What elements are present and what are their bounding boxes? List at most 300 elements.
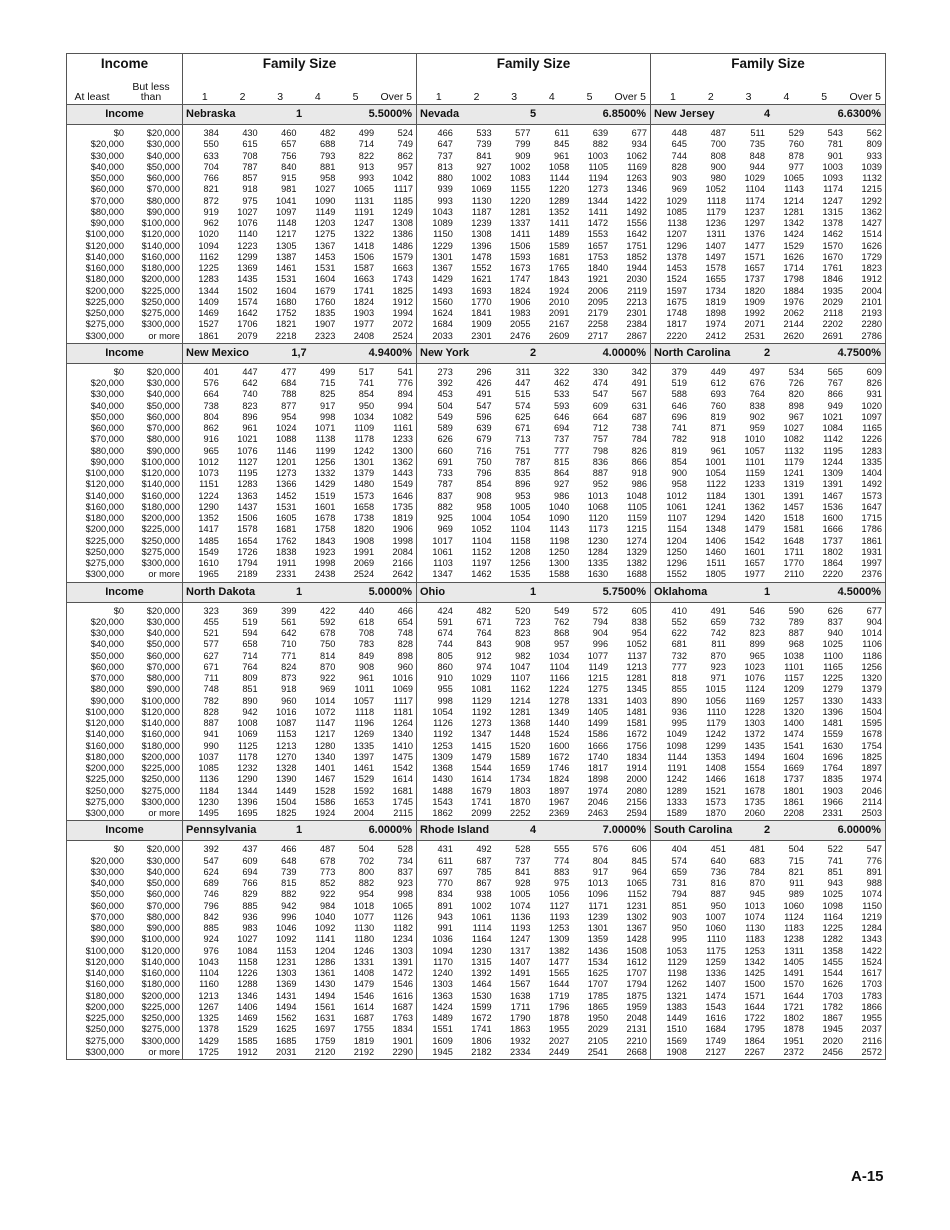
tax-value: 2620 (783, 330, 804, 341)
value-row (183, 889, 416, 900)
tax-value: 783 (358, 639, 375, 650)
income-less-than: $50,000 (146, 161, 180, 172)
value-row (417, 673, 650, 684)
tax-value: 918 (631, 468, 647, 478)
state-values (417, 125, 651, 344)
tax-value: 2531 (744, 330, 765, 341)
tax-value: 2369 (548, 808, 570, 818)
value-row (651, 367, 885, 378)
tax-value: 818 (671, 673, 687, 683)
tax-value: 1672 (548, 751, 570, 762)
tax-value: 843 (476, 639, 492, 650)
tax-value: 529 (788, 128, 804, 138)
tax-value: 1239 (587, 911, 609, 922)
value-row (417, 786, 650, 797)
tax-value: 866 (631, 456, 647, 467)
tax-value: 995 (671, 934, 687, 945)
tax-value: 1796 (548, 1001, 570, 1012)
tax-value: 2717 (587, 330, 609, 341)
value-row (417, 263, 650, 274)
income-less-than: $300,000 (141, 1035, 180, 1046)
tax-value: 1834 (626, 751, 647, 762)
tax-value: 1143 (549, 524, 570, 535)
tax-value: 1479 (471, 751, 492, 762)
income-less-than: $225,000 (141, 524, 180, 535)
tax-value: 750 (476, 456, 492, 467)
state-values (183, 841, 417, 1060)
tax-value: 1034 (548, 650, 570, 661)
income-at-least: $275,000 (85, 319, 124, 330)
tax-value: 1449 (276, 785, 297, 796)
tax-value: 927 (553, 479, 570, 490)
tax-value: 1494 (276, 1001, 297, 1012)
tax-value: 712 (592, 423, 609, 433)
income-less-than: or more (148, 808, 180, 818)
tax-value: 1738 (353, 513, 375, 523)
income-range-list (67, 125, 182, 343)
tax-value: 871 (710, 423, 726, 433)
tax-value: 1098 (822, 900, 843, 911)
tax-value: 1296 (666, 558, 687, 568)
income-range-row (67, 513, 182, 524)
tax-value: 1794 (237, 558, 258, 568)
income-range-row (67, 707, 182, 718)
value-row (417, 912, 650, 923)
tax-value: 1672 (471, 1013, 492, 1023)
income-at-least: $225,000 (85, 774, 124, 785)
tax-value: 1191 (667, 763, 687, 773)
tax-value: 776 (866, 855, 882, 866)
family-size-labels (417, 73, 650, 104)
tax-value: 1931 (861, 546, 882, 557)
tax-value: 1834 (392, 1024, 413, 1035)
value-row (183, 252, 416, 263)
table-number: 1 (295, 108, 303, 120)
state-value-list (183, 841, 416, 1059)
tax-value: 898 (397, 650, 413, 661)
tax-value: 1625 (276, 1024, 297, 1035)
tax-value: 379 (671, 366, 687, 377)
tax-value: 1124 (745, 684, 765, 695)
value-row (183, 479, 416, 490)
tax-value: 823 (749, 628, 765, 638)
tax-value: 950 (671, 923, 687, 933)
tax-value: 894 (397, 389, 413, 400)
income-at-least: $0 (113, 366, 124, 377)
tax-value: 1462 (471, 569, 492, 580)
income-at-least: $160,000 (85, 979, 124, 990)
tax-value: 954 (358, 889, 375, 900)
tax-value: 740 (242, 389, 258, 400)
tax-value: 883 (553, 866, 570, 877)
tax-value: 1336 (705, 968, 726, 978)
tax-value: 646 (671, 400, 687, 411)
tax-value: 766 (203, 173, 219, 183)
family-size-label: 2 (239, 91, 246, 103)
tax-value: 942 (242, 706, 258, 717)
tax-value: 950 (358, 400, 375, 411)
tax-value: 1335 (587, 558, 609, 568)
tax-value: 1072 (314, 706, 336, 717)
tax-value: 1422 (626, 195, 647, 206)
income-less-than: or more (148, 1046, 180, 1057)
tax-value: 1020 (198, 229, 219, 240)
tax-value: 1289 (666, 785, 687, 796)
income-less-than: $60,000 (146, 889, 180, 900)
income-less-than: $40,000 (146, 628, 180, 638)
tax-value: 1342 (744, 956, 765, 967)
tax-value: 1865 (587, 1001, 609, 1012)
tax-value: 1786 (861, 524, 882, 535)
tax-value: 1253 (548, 923, 570, 933)
tax-value: 708 (242, 150, 258, 161)
tax-value: 447 (515, 378, 531, 388)
value-row (651, 797, 885, 808)
tax-value: 925 (437, 513, 453, 523)
tax-value: 760 (710, 400, 726, 411)
income-at-least: $180,000 (85, 990, 124, 1001)
tax-value: 1174 (823, 184, 843, 195)
tax-value: 1589 (510, 751, 531, 762)
tax-value: 1655 (705, 274, 726, 285)
value-row (183, 423, 416, 434)
tax-value: 1158 (510, 535, 531, 546)
tax-value: 1817 (587, 763, 609, 773)
tax-value: 1825 (861, 751, 882, 762)
value-row (183, 297, 416, 308)
value-row (651, 308, 885, 319)
tax-value: 1039 (861, 161, 882, 172)
tax-value: 1479 (744, 524, 765, 535)
value-row (183, 662, 416, 673)
tax-value: 1369 (237, 263, 258, 273)
income-range-row (67, 662, 182, 673)
tax-value: 767 (827, 378, 843, 388)
tax-value: 1737 (822, 535, 843, 546)
value-row (183, 468, 416, 479)
tax-value: 826 (866, 378, 882, 388)
tax-value: 330 (592, 366, 609, 377)
tax-value: 664 (592, 411, 609, 422)
value-row (651, 263, 885, 274)
tax-rate: 6.0000% (837, 824, 881, 837)
tax-value: 1247 (353, 218, 375, 228)
income-less-than: $200,000 (141, 274, 180, 285)
tax-value: 1695 (237, 808, 258, 818)
state-header (417, 582, 651, 602)
value-row (417, 797, 650, 808)
tax-value: 1589 (548, 240, 570, 251)
tax-value: 492 (476, 844, 492, 855)
tax-value: 838 (749, 400, 765, 411)
income-range-row (67, 207, 182, 218)
tax-value: 882 (592, 139, 609, 150)
value-row (183, 367, 416, 378)
income-less-than: $250,000 (141, 1013, 180, 1023)
tax-value: 716 (476, 445, 492, 456)
tax-value: 900 (710, 161, 726, 172)
tax-value: 904 (592, 628, 609, 638)
tax-value: 762 (553, 616, 570, 627)
income-range-row (67, 274, 182, 285)
tax-value: 1945 (432, 1046, 453, 1057)
income-at-least: $140,000 (85, 729, 124, 740)
tax-value: 965 (749, 650, 765, 661)
tax-value: 1571 (744, 251, 765, 262)
tax-value: 1387 (276, 251, 297, 262)
value-row (183, 128, 416, 139)
tax-value: 771 (281, 650, 297, 661)
tax-value: 1069 (392, 684, 413, 695)
tax-value: 654 (397, 616, 413, 627)
tax-value: 2182 (471, 1046, 492, 1057)
tax-value: 1305 (276, 240, 297, 251)
income-subheader (67, 73, 182, 104)
tax-value: 1626 (822, 979, 843, 990)
tax-value: 1693 (471, 285, 492, 296)
income-at-least: $120,000 (85, 240, 124, 251)
income-at-least: $20,000 (90, 378, 124, 388)
value-row (183, 968, 416, 979)
tax-value: 1911 (276, 558, 297, 568)
tax-value: 1180 (354, 934, 375, 945)
tax-value: 528 (515, 844, 531, 855)
tax-value: 891 (866, 866, 882, 877)
value-row (651, 729, 885, 740)
tax-value: 1524 (861, 956, 882, 967)
income-range-row (67, 912, 182, 923)
income-at-least: $0 (113, 844, 124, 855)
tax-value: 605 (631, 605, 647, 616)
income-label: Income (67, 344, 182, 363)
income-range-row (67, 367, 182, 378)
tax-value: 1076 (237, 218, 258, 228)
tax-value: 776 (397, 378, 413, 388)
tax-value: 943 (827, 878, 843, 888)
income-at-least: $100,000 (85, 945, 124, 956)
value-row (651, 934, 885, 945)
tax-value: 927 (476, 161, 492, 172)
tax-value: 1097 (276, 206, 297, 217)
tax-value: 1290 (198, 501, 219, 512)
state-header-bar (651, 583, 885, 602)
value-row (417, 752, 650, 763)
tax-value: 1283 (237, 479, 258, 490)
tax-value: 2252 (510, 808, 531, 818)
tax-value: 657 (281, 139, 297, 150)
tax-value: 723 (515, 616, 531, 627)
tax-value: 1002 (471, 173, 492, 183)
value-row (417, 934, 650, 945)
tax-value: 1347 (471, 729, 492, 740)
tax-value: 1164 (823, 911, 843, 922)
tax-value: 1407 (510, 956, 531, 967)
tax-value: 1337 (510, 218, 531, 228)
tax-value: 798 (592, 445, 609, 456)
income-range-row (67, 389, 182, 400)
tax-value: 1382 (548, 945, 570, 956)
value-row (183, 718, 416, 729)
state-value-list (183, 364, 416, 582)
tax-value: 1118 (355, 706, 375, 717)
state-name: South Carolina (654, 824, 733, 837)
income-range-row (67, 1047, 182, 1058)
tax-value: 1921 (587, 274, 609, 285)
tax-value: 1228 (744, 706, 765, 717)
value-row (417, 901, 650, 912)
income-range-row (67, 139, 182, 150)
tax-value: 912 (476, 650, 492, 661)
tax-value: 1994 (392, 308, 413, 318)
tax-value: 1138 (667, 218, 687, 228)
tax-value: 1230 (198, 796, 219, 807)
tax-value: 837 (397, 866, 413, 877)
tax-value: 2037 (861, 1024, 882, 1035)
income-at-least: $30,000 (90, 150, 124, 161)
value-row (183, 569, 416, 580)
tax-value: 1751 (626, 240, 647, 251)
tax-value: 744 (671, 150, 687, 161)
tax-value: 1646 (392, 490, 413, 501)
tax-value: 2267 (744, 1046, 765, 1057)
tax-value: 1164 (471, 934, 492, 945)
tax-value: 1561 (314, 1001, 336, 1012)
tax-value: 689 (203, 878, 219, 888)
tax-value: 1361 (314, 968, 336, 978)
value-row (183, 786, 416, 797)
value-row (651, 502, 885, 513)
value-row (183, 1002, 416, 1013)
tax-value: 487 (319, 844, 336, 855)
tax-value: 934 (631, 139, 647, 150)
tax-value: 981 (281, 184, 297, 195)
value-row (417, 729, 650, 740)
tax-value: 519 (242, 616, 258, 627)
tax-value: 1309 (822, 468, 843, 478)
income-less-than: $120,000 (141, 706, 180, 717)
tax-value: 878 (788, 150, 804, 161)
income-range-row (67, 774, 182, 785)
tax-value: 1014 (861, 628, 882, 638)
tax-value: 734 (397, 855, 413, 866)
tax-rate: 6.8500% (602, 108, 646, 120)
tax-value: 460 (281, 128, 297, 138)
tax-value: 609 (592, 400, 609, 411)
tax-value: 1048 (626, 490, 647, 501)
income-range-row (67, 968, 182, 979)
tax-value: 1021 (822, 411, 843, 422)
tax-value: 1193 (510, 923, 531, 933)
value-row (417, 617, 650, 628)
tax-value: 1366 (276, 479, 297, 490)
tax-value: 1018 (353, 900, 375, 911)
value-row (651, 558, 885, 569)
tax-value: 819 (710, 411, 726, 422)
family-size-labels (651, 73, 885, 104)
income-at-least: $100,000 (85, 229, 124, 240)
tax-value: 1278 (548, 695, 570, 706)
tax-value: 896 (242, 411, 258, 422)
value-row (417, 718, 650, 729)
tax-value: 549 (437, 411, 453, 422)
tax-value: 1120 (588, 513, 609, 523)
income-at-least: $60,000 (90, 184, 124, 195)
tax-value: 1242 (666, 774, 687, 785)
state-value-list (417, 841, 650, 1059)
state-header-row (67, 821, 886, 841)
tax-value: 1195 (823, 445, 843, 456)
income-range-row (67, 286, 182, 297)
tax-value: 2099 (471, 808, 492, 818)
family-size-label: 5 (821, 91, 828, 103)
tax-value: 960 (281, 695, 297, 706)
tax-value: 915 (281, 173, 297, 183)
tax-value: 1741 (353, 285, 375, 296)
tax-value: 1802 (822, 546, 843, 557)
tax-value: 1560 (432, 296, 453, 307)
state-header (183, 105, 417, 125)
income-at-least: $40,000 (90, 400, 124, 411)
tax-value: 1424 (783, 229, 804, 240)
tax-value: 687 (476, 855, 492, 866)
tax-value: 1159 (745, 468, 765, 478)
tax-value: 1600 (548, 740, 570, 751)
tax-value: 1544 (822, 968, 843, 978)
tax-value: 1794 (626, 979, 647, 990)
tax-value: 1687 (353, 1013, 375, 1023)
income-range-row (67, 957, 182, 968)
tax-value: 2408 (353, 330, 375, 341)
tax-value: 809 (866, 139, 882, 150)
tax-value: 1817 (666, 319, 687, 330)
tax-value: 1601 (744, 546, 765, 557)
family-size-label: 1 (435, 91, 442, 103)
tax-value: 1100 (823, 650, 843, 661)
state-values (651, 602, 886, 821)
value-row (183, 617, 416, 628)
tax-value: 1411 (588, 206, 609, 217)
tax-value: 1256 (510, 558, 531, 568)
tax-value: 1065 (392, 900, 413, 911)
tax-value: 1027 (783, 423, 804, 433)
tax-value: 1604 (276, 285, 297, 296)
tax-value: 1129 (667, 956, 687, 967)
tax-rate: 4.9400% (368, 346, 412, 359)
income-range-row (67, 128, 182, 139)
tax-value: 674 (437, 628, 453, 638)
tax-value: 1231 (626, 900, 647, 911)
tax-value: 1472 (587, 218, 609, 228)
tax-value: 1461 (276, 263, 297, 273)
tax-value: 1280 (314, 740, 336, 751)
tax-value: 1504 (861, 706, 882, 717)
tax-value: 1259 (705, 956, 726, 967)
tax-value: 949 (827, 400, 843, 411)
tax-value: 1864 (744, 1035, 765, 1046)
tax-value: 1301 (353, 456, 375, 467)
tax-value: 820 (788, 389, 804, 400)
income-less-than: $120,000 (141, 468, 180, 478)
tax-rate: 6.0000% (368, 824, 412, 837)
tax-value: 1422 (861, 945, 882, 956)
tax-value: 1741 (471, 1024, 492, 1035)
tax-value: 1130 (471, 195, 492, 206)
tax-value: 1599 (471, 1001, 492, 1012)
tax-value: 961 (710, 445, 726, 456)
tax-value: 836 (592, 456, 609, 467)
tax-value: 1124 (784, 911, 804, 922)
tax-value: 1430 (432, 774, 453, 785)
